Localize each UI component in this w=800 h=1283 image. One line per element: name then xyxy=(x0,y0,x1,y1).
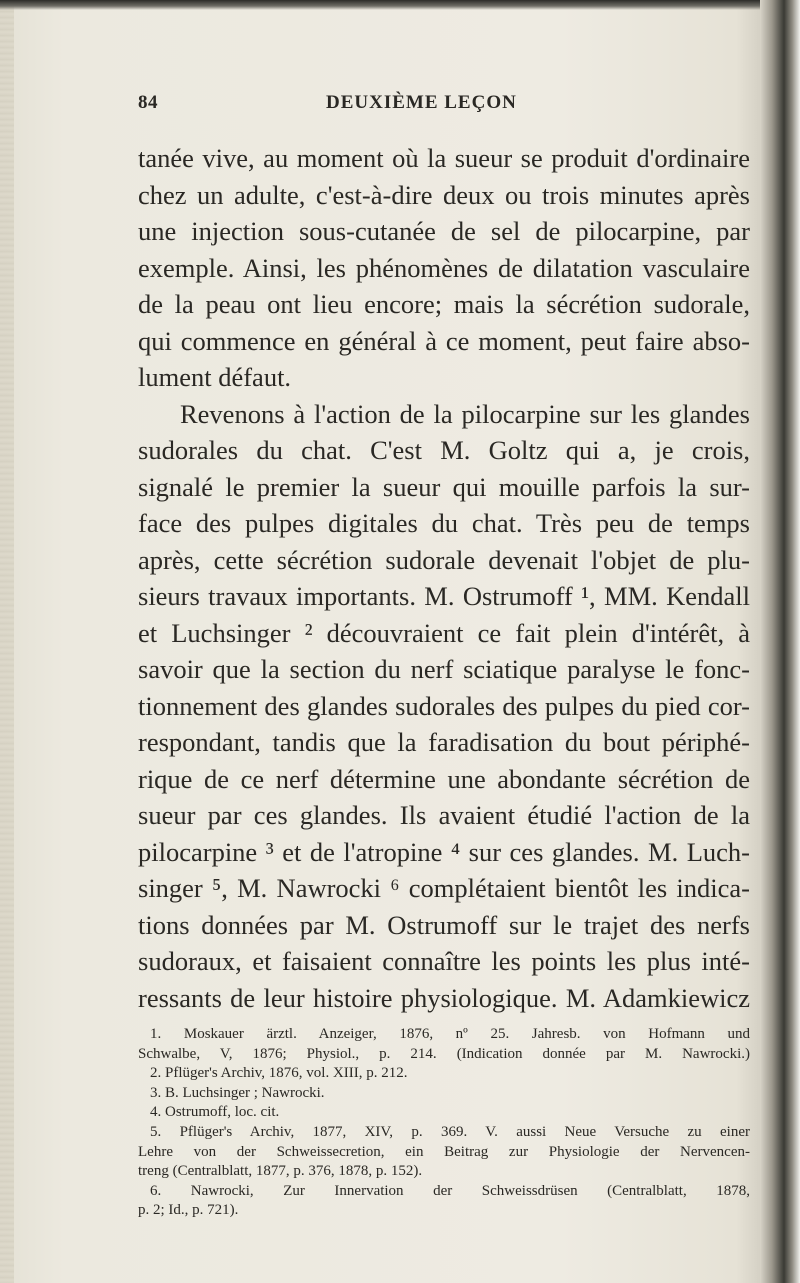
body-line: chez un adulte, c'est-à-dire deux ou trois minutes après xyxy=(138,179,750,210)
page-number: 84 xyxy=(138,92,158,113)
left-page-edge xyxy=(0,0,14,1283)
footnote-line: p. 2; Id., p. 721). xyxy=(138,1202,239,1219)
footnote-line: 6. Nawrocki, Zur Innervation der Schweissdrüsen (Centralblatt, 1878, xyxy=(150,1182,750,1199)
body-line: sudorales du chat. C'est M. Goltz qui a, je crois, xyxy=(138,435,750,465)
top-scan-shadow xyxy=(0,0,800,10)
body-line: pilocarpine ³ et de l'atropine ⁴ sur ces glandes. M. Luch- xyxy=(138,836,750,867)
footnote-line: 2. Pflüger's Archiv, 1876, vol. XIII, p. 212. xyxy=(150,1065,408,1082)
right-page-edge xyxy=(760,0,800,1283)
footnote-line: treng (Centralblatt, 1877, p. 376, 1878, p. 152). xyxy=(138,1163,423,1180)
body-line: exemple. Ainsi, les phénomènes de dilatation vasculaire xyxy=(138,252,750,283)
footnote-line: 1. Moskauer ärztl. Anzeiger, 1876, nº 25. Jahresb. von Hofmann und xyxy=(150,1026,750,1042)
body-line: tanée vive, au moment où la sueur se produit d'ordinaire xyxy=(138,143,750,173)
body-line: tions données par M. Ostrumoff sur le trajet des nerfs xyxy=(138,909,750,940)
body-line: qui commence en général à ce moment, peut faire abso- xyxy=(138,325,750,356)
body-line: lument défaut. xyxy=(138,362,292,392)
footnote-line: Lehre von der Schweissecretion, ein Beitrag zur Physiologie der Nervencen- xyxy=(138,1143,750,1160)
body-line: et Luchsinger ² découvraient ce fait plein d'intérêt, à xyxy=(138,617,750,648)
body-line: rique de ce nerf détermine une abondante sécrétion de xyxy=(138,763,750,794)
body-line: sudoraux, et faisaient connaître les points les plus inté- xyxy=(138,946,750,976)
footnote-line: 4. Ostrumoff, loc. cit. xyxy=(150,1104,280,1121)
body-line: tionnement des glandes sudorales des pulpes du pied cor- xyxy=(138,690,750,721)
body-text xyxy=(138,140,750,1016)
footnotes xyxy=(138,1025,750,1221)
body-line: de la peau ont lieu encore; mais la sécrétion sudorale, xyxy=(138,289,750,319)
body-line: ressants de leur histoire physiologique. M. Adamkiewicz xyxy=(138,982,750,1013)
footnote-line: 5. Pflüger's Archiv, 1877, XIV, p. 369. V. aussi Neue Versuche zu einer xyxy=(150,1123,750,1140)
body-line: face des pulpes digitales du chat. Très peu de temps xyxy=(138,508,750,538)
body-line: savoir que la section du nerf sciatique paralyse le fonc- xyxy=(138,654,750,684)
body-line: une injection sous-cutanée de sel de pilocarpine, par xyxy=(138,216,750,246)
body-line: singer ⁵, M. Nawrocki ⁶ complétaient bientôt les indica- xyxy=(138,873,750,903)
body-line: respondant, tandis que la faradisation du bout périphé- xyxy=(138,727,750,757)
footnote-line: Schwalbe, V, 1876; Physiol., p. 214. (Indication donnée par M. Nawrocki.) xyxy=(138,1045,750,1062)
running-title: DEUXIÈME LEÇON xyxy=(326,92,517,113)
body-line: Revenons à l'action de la pilocarpine sur les glandes xyxy=(180,398,750,429)
body-line: sueur par ces glandes. Ils avaient étudié l'action de la xyxy=(138,800,750,830)
footnote-line: 3. B. Luchsinger ; Nawrocki. xyxy=(150,1084,325,1101)
body-line: après, cette sécrétion sudorale devenait l'objet de plu- xyxy=(138,544,750,575)
body-line: sieurs travaux importants. M. Ostrumoff ¹, MM. Kendall xyxy=(138,581,750,611)
body-line: signalé le premier la sueur qui mouille parfois la sur- xyxy=(138,471,750,502)
